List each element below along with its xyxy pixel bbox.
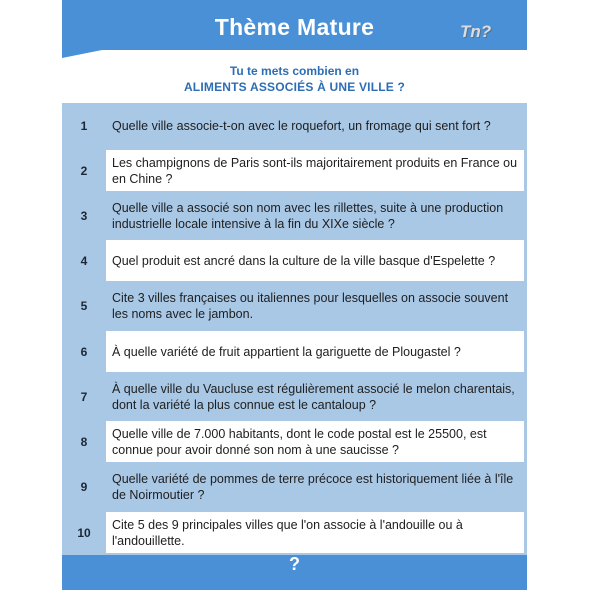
question-list [62, 103, 527, 555]
question-text: Quelle ville associe-t-on avec le roquefort, un fromage qui sent fort ? [112, 118, 491, 133]
question-row [62, 238, 527, 283]
question-text: À quelle ville du Vaucluse est régulièrement associé le melon charentais, dont la variété la plus connue est le cantaloup ? [112, 381, 515, 412]
question-text: Quelle ville a associé son nom avec les rillettes, suite à une production industrielle locale intensive à la fin du XIXe siècle ? [112, 200, 504, 231]
question-number: 1 [80, 118, 88, 133]
logo: Tn? [460, 22, 492, 41]
question-mark-icon: ? [289, 554, 300, 574]
question-number: 8 [80, 434, 88, 449]
question-row [62, 374, 527, 419]
question-text: Les champignons de Paris sont-ils majoritairement produits en France ou en Chine ? [106, 150, 524, 191]
question-row [62, 283, 527, 328]
question-number: 4 [80, 253, 88, 268]
quiz-card [62, 0, 527, 590]
question-text: Quelle variété de pommes de terre précoce est historiquement liée à l'île de Noirmoutier ? [112, 471, 514, 502]
question-number: 7 [80, 389, 88, 404]
question-text: Cite 5 des 9 principales villes que l'on associe à l'andouille ou à l'andouillette. [106, 512, 524, 553]
question-text: Quel produit est ancré dans la culture de la ville basque d'Espelette ? [106, 240, 524, 281]
question-text: Quelle ville de 7.000 habitants, dont le code postal est le 25500, est connue pour avoir donné son nom à une saucisse ? [106, 421, 524, 462]
question-number: 6 [80, 344, 88, 359]
question-text: Cite 3 villes françaises ou italiennes pour lesquelles on associe souvent les noms avec le jambon. [112, 290, 509, 321]
header-tab [62, 50, 102, 58]
question-number: 5 [80, 298, 88, 313]
question-number: 2 [80, 163, 88, 178]
question-number: 9 [80, 479, 88, 494]
question-row [62, 193, 527, 238]
subtitle-line-1: Tu te mets combien en [229, 64, 360, 78]
question-row [62, 510, 527, 555]
subtitle-line-2: ALIMENTS ASSOCIÉS À UNE VILLE ? [183, 80, 406, 94]
question-text: À quelle variété de fruit appartient la gariguette de Plougastel ? [106, 331, 524, 372]
question-row [62, 464, 527, 509]
question-row [62, 148, 527, 193]
question-number: 3 [80, 208, 88, 223]
question-number: 10 [77, 525, 91, 540]
question-row [62, 329, 527, 374]
question-row [62, 103, 527, 148]
question-row [62, 419, 527, 464]
page-title: Thème Mature [214, 14, 375, 40]
